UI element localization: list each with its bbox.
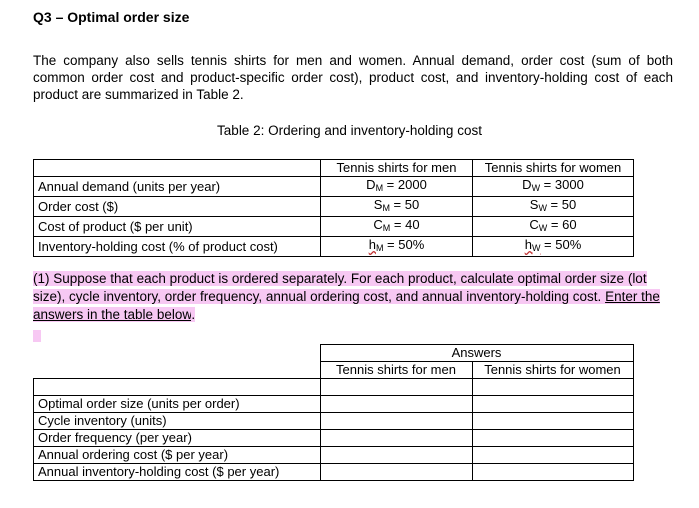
spacer-row [34,379,634,396]
empty-header-cell [34,160,321,177]
women-value: $D_W = 3000$ [473,177,634,197]
answers-header: Answers [320,345,633,362]
empty-header-cell [34,345,321,362]
row-label: Optimal order size (units per order) [34,396,321,413]
men-value: $D_M = 2000$ [321,177,473,197]
answers-subheader-row [34,362,634,379]
row-label: Inventory-holding cost (% of product cost) [34,237,321,257]
men-value: $S_M = 50$ [321,197,473,217]
table-row [34,217,634,237]
answers-col-women: Tennis shirts for women [472,362,633,379]
question-period: . [191,307,196,322]
question-heading: Q3 – Optimal order size [33,9,190,25]
text-cursor-highlight [33,330,41,342]
women-value: $S_W = 50$ [473,197,634,217]
cost-table [33,159,634,257]
table-row [34,177,634,197]
answer-cell[interactable] [472,379,633,396]
answer-cell-women[interactable] [472,396,633,413]
answers-col-men: Tennis shirts for men [320,362,472,379]
table-row [34,447,634,464]
answer-cell-men[interactable] [320,396,472,413]
answer-cell-women[interactable] [472,464,633,481]
answer-cell[interactable] [320,379,472,396]
answer-cell-men[interactable] [320,447,472,464]
col-women-header: Tennis shirts for women [473,160,634,177]
table-row [34,396,634,413]
table-row [34,197,634,217]
table-row [34,413,634,430]
row-label: Cycle inventory (units) [34,413,321,430]
question-text: (1) Suppose that each product is ordered separately. For each product, calculate optimal order size (lot size), cycle inventory, order frequency, annual ordering cost, and annual inventory-holding cost. [33,271,647,304]
spacer-cell [34,379,321,396]
table-row [34,464,634,481]
row-label: Order cost ($) [34,197,321,217]
row-label: Annual demand (units per year) [34,177,321,197]
answers-table[interactable] [33,344,634,481]
empty-header-cell [34,362,321,379]
answer-cell-men[interactable] [320,464,472,481]
answer-cell-men[interactable] [320,430,472,447]
table-header-row [34,160,634,177]
row-label: Annual inventory-holding cost ($ per year) [34,464,321,481]
row-label: Cost of product ($ per unit) [34,217,321,237]
table2-caption: Table 2: Ordering and inventory-holding cost [217,123,482,138]
answer-cell-women[interactable] [472,430,633,447]
intro-paragraph: The company also sells tennis shirts for men and women. Annual demand, order cost (sum of both common order cost and product-specific order cost), product cost, and inventory-holding cost of each product are summarized in Table 2. [33,53,673,102]
women-value: $C_W = 60$ [473,217,634,237]
answer-cell-men[interactable] [320,413,472,430]
answer-cell-women[interactable] [472,413,633,430]
col-men-header: Tennis shirts for men [321,160,473,177]
men-value: $C_M = 40$ [321,217,473,237]
men-value: $h_M = 50\%$ [321,237,473,257]
answer-cell-women[interactable] [472,447,633,464]
answers-header-row [34,345,634,362]
row-label: Order frequency (per year) [34,430,321,447]
question-instruction: Enter the answers in the table below [33,289,660,322]
women-value: $h_W = 50\%$ [473,237,634,257]
table-row [34,237,634,257]
question-part-1 [33,270,673,324]
row-label: Annual ordering cost ($ per year) [34,447,321,464]
table-row [34,430,634,447]
